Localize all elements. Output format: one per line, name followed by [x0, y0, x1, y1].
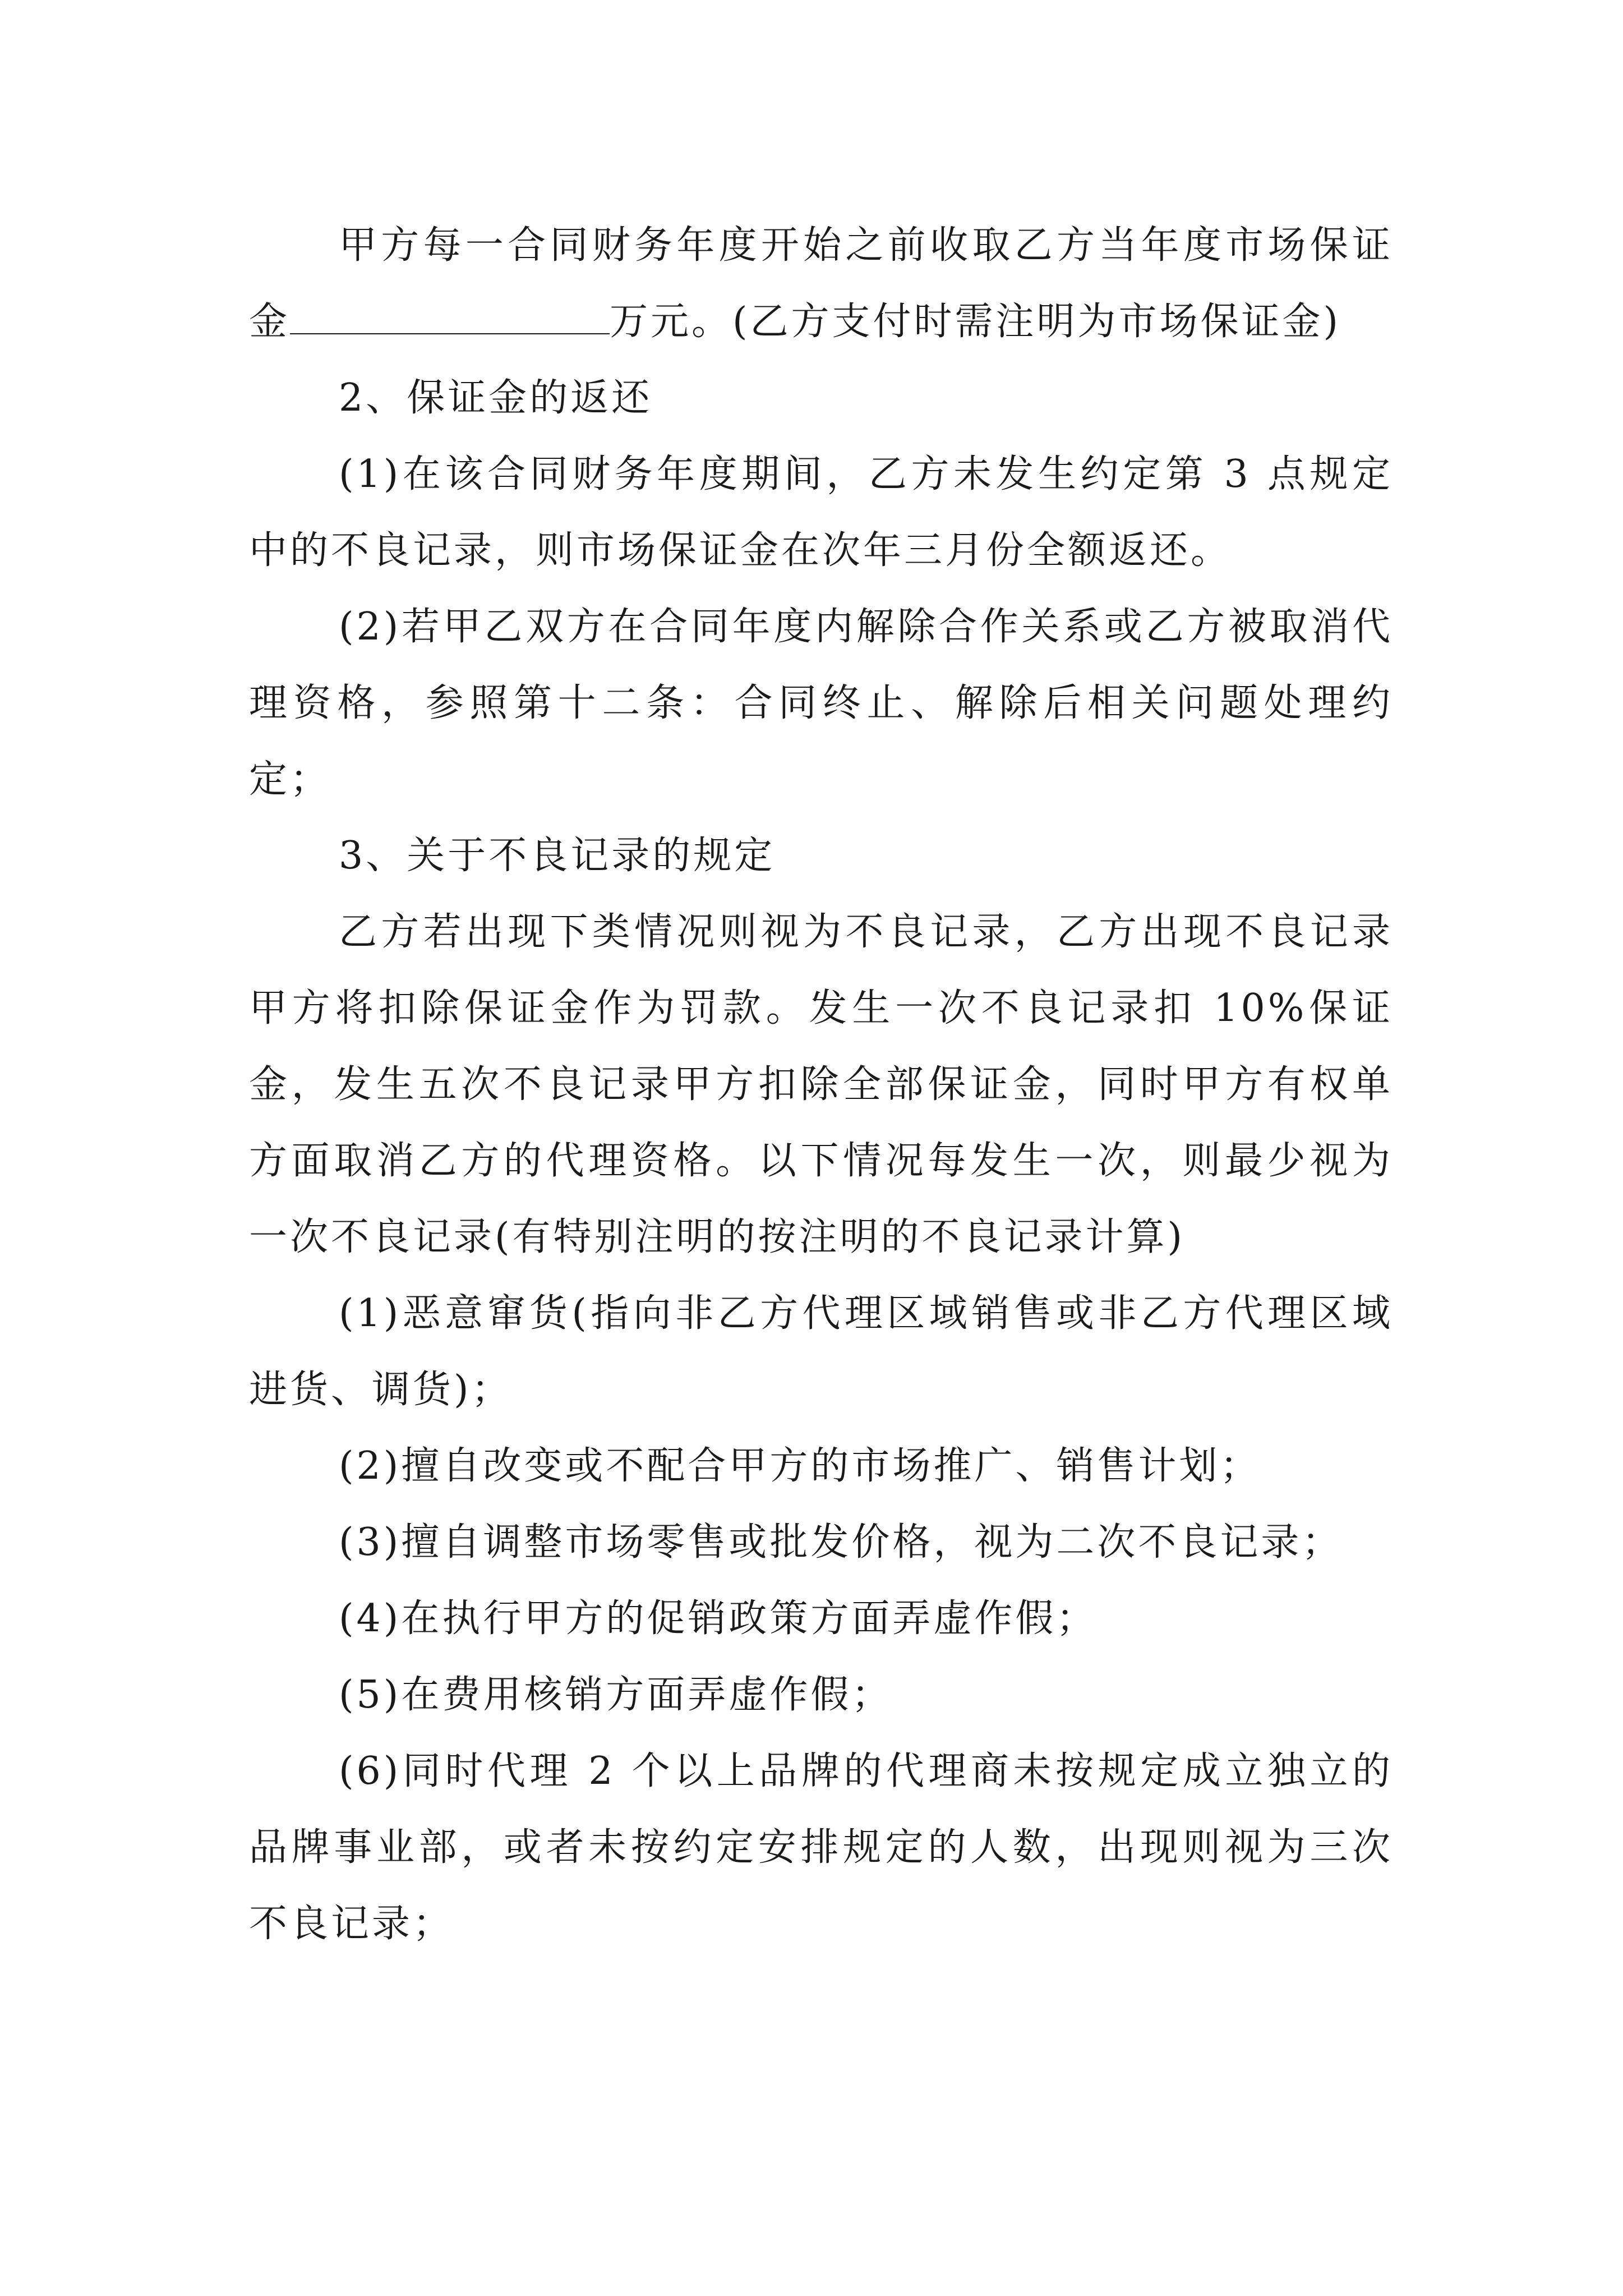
list-item-bad-record-4: (4)在执行甲方的促销政策方面弄虚作假； [339, 1596, 1098, 1641]
heading-bad-record-rules: 3、关于不良记录的规定 [339, 834, 776, 878]
list-item-bad-record-2: (2)擅自改变或不配合甲方的市场推广、销售计划； [339, 1444, 1261, 1488]
paragraph-return-rule-2: (2)若甲乙双方在合同年度内解除合作关系或乙方被取消代理资格，参照第十二条：合同终止、解除后相关问题处理约定； [249, 605, 1393, 802]
document-body [249, 208, 1393, 1962]
heading-deposit-return: 2、保证金的返还 [339, 376, 653, 420]
deposit-amount-blank [290, 300, 610, 334]
paragraph-bad-record-definition: 乙方若出现下类情况则视为不良记录，乙方出现不良记录甲方将扣除保证金作为罚款。发生一次不良记录扣 10%保证金，发生五次不良记录甲方扣除全部保证金，同时甲方有权单方面取消乙方的代理资格。以下情况每发生一次，则最少视为一次不良记录(有特别注明的按注明的不良记录计算) [249, 910, 1393, 1259]
paragraph-return-rule-1: (1)在该合同财务年度期间，乙方未发生约定第 3 点规定中的不良记录，则市场保证金在次年三月份全额返还。 [249, 452, 1393, 573]
deposit-text-before-blank: 甲方每一合同财务年度开始之前收取乙方当年度市场保证金 [249, 223, 1393, 344]
paragraph-deposit-collection [249, 208, 1393, 360]
deposit-text-after-blank: 万元。(乙方支付时需注明为市场保证金) [610, 300, 1341, 344]
list-item-bad-record-6: (6)同时代理 2 个以上品牌的代理商未按规定成立独立的品牌事业部，或者未按约定安排规定的人数，出现则视为三次不良记录； [249, 1749, 1393, 1946]
list-item-bad-record-5: (5)在费用核销方面弄虚作假； [339, 1673, 893, 1717]
list-item-bad-record-3: (3)擅自调整市场零售或批发价格，视为二次不良记录； [339, 1520, 1343, 1565]
list-item-bad-record-1: (1)恶意窜货(指向非乙方代理区域销售或非乙方代理区域进货、调货)； [249, 1291, 1393, 1412]
